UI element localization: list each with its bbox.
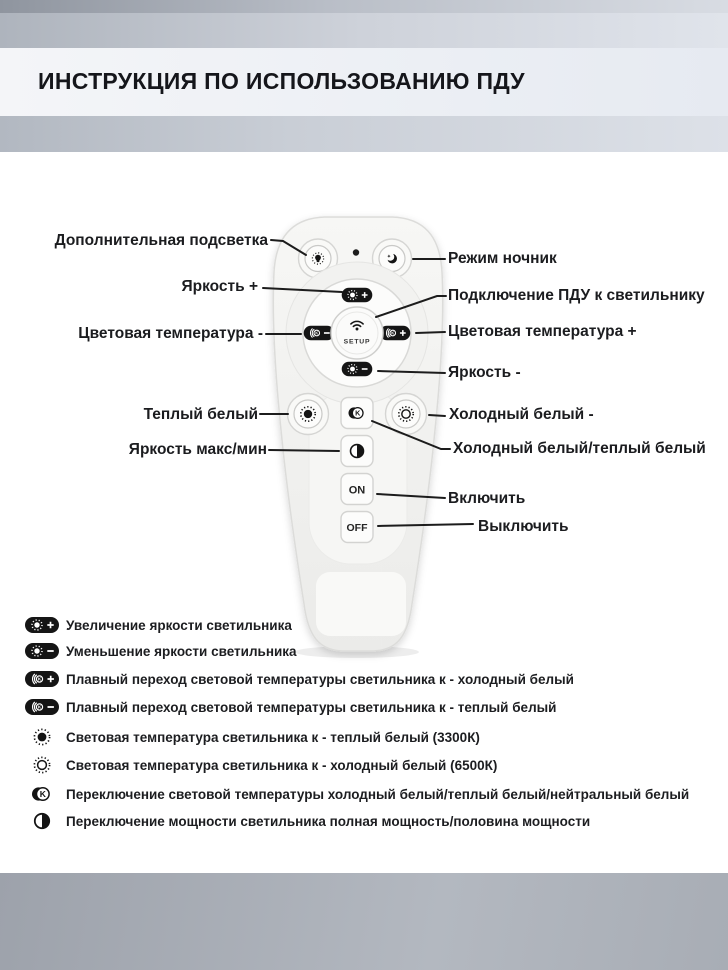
legend-text: Уменьшение яркости светильника: [66, 643, 297, 659]
warm-sun-filled-icon: [22, 724, 62, 750]
legend-text: Световая температура светильника к - теплый белый (3300К): [66, 729, 480, 745]
callout-cold-white: Холодный белый -: [449, 406, 594, 423]
k-toggle-icon: [349, 407, 364, 418]
cold-sun-outline-icon: [22, 752, 62, 778]
half-power-icon: [22, 808, 62, 834]
top-gray-band: [0, 13, 728, 48]
on-button: [341, 474, 373, 505]
callout-additional-light: Дополнительная подсветка: [54, 232, 268, 249]
setup-label: SETUP: [343, 338, 371, 346]
callout-power-off: Выключить: [478, 518, 569, 535]
legend-text: Плавный переход световой температуры светильника к - холодный белый: [66, 671, 574, 687]
legend-item: [22, 751, 497, 779]
callout-cct-minus: Цветовая температура -: [78, 325, 263, 342]
callout-brightness-maxmin: Яркость макс/мин: [128, 441, 267, 458]
callout-cct-plus: Цветовая температура +: [448, 323, 637, 340]
legend-item: [22, 807, 590, 835]
legend-item: [22, 723, 480, 751]
k-toggle-icon: [22, 781, 62, 807]
footer-gray-band: [0, 873, 728, 970]
callout-brightness-plus: Яркость +: [181, 278, 258, 295]
half-power-icon: [351, 445, 364, 458]
brightness-plus-pill-icon: [342, 288, 373, 302]
callout-pairing: Подключение ПДУ к светильнику: [448, 287, 705, 304]
on-label: ON: [348, 484, 366, 497]
k-toggle-button: [341, 398, 373, 429]
top-border-band: [0, 0, 728, 13]
callout-brightness-minus: Яркость -: [448, 364, 521, 381]
cct-plus-pill-icon: [380, 326, 411, 340]
legend-item: [22, 780, 689, 808]
bottom-sheen: [316, 572, 406, 636]
setup-button: [331, 307, 383, 359]
legend-text: Переключение мощности светильника полная мощность/половина мощности: [66, 813, 591, 829]
ir-led-dot: [353, 249, 359, 255]
off-label: OFF: [346, 522, 368, 534]
legend-text: Световая температура светильника к - холодный белый (6500К): [66, 757, 498, 773]
half-power-button: [341, 436, 373, 467]
callout-night-mode: Режим ночник: [448, 250, 557, 267]
mid-gray-band: [0, 116, 728, 152]
legend-text: Увеличение яркости светильника: [66, 617, 292, 633]
callout-power-on: Включить: [448, 490, 526, 507]
page-title: ИНСТРУКЦИЯ ПО ИСПОЛЬЗОВАНИЮ ПДУ: [38, 68, 525, 94]
off-button: [341, 512, 373, 543]
cct-minus-pill-icon: [304, 326, 335, 340]
brightness-minus-pill-icon: [342, 362, 373, 376]
callout-cold-warm-toggle: Холодный белый/теплый белый: [453, 440, 706, 457]
legend-text: Плавный переход световой температуры светильника к - теплый белый: [66, 699, 557, 715]
callout-warm-white: Теплый белый: [143, 406, 258, 423]
legend-text: Переключение световой температуры холодный белый/теплый белый/нейтральный белый: [66, 786, 690, 802]
warm-white-button: [288, 394, 329, 435]
